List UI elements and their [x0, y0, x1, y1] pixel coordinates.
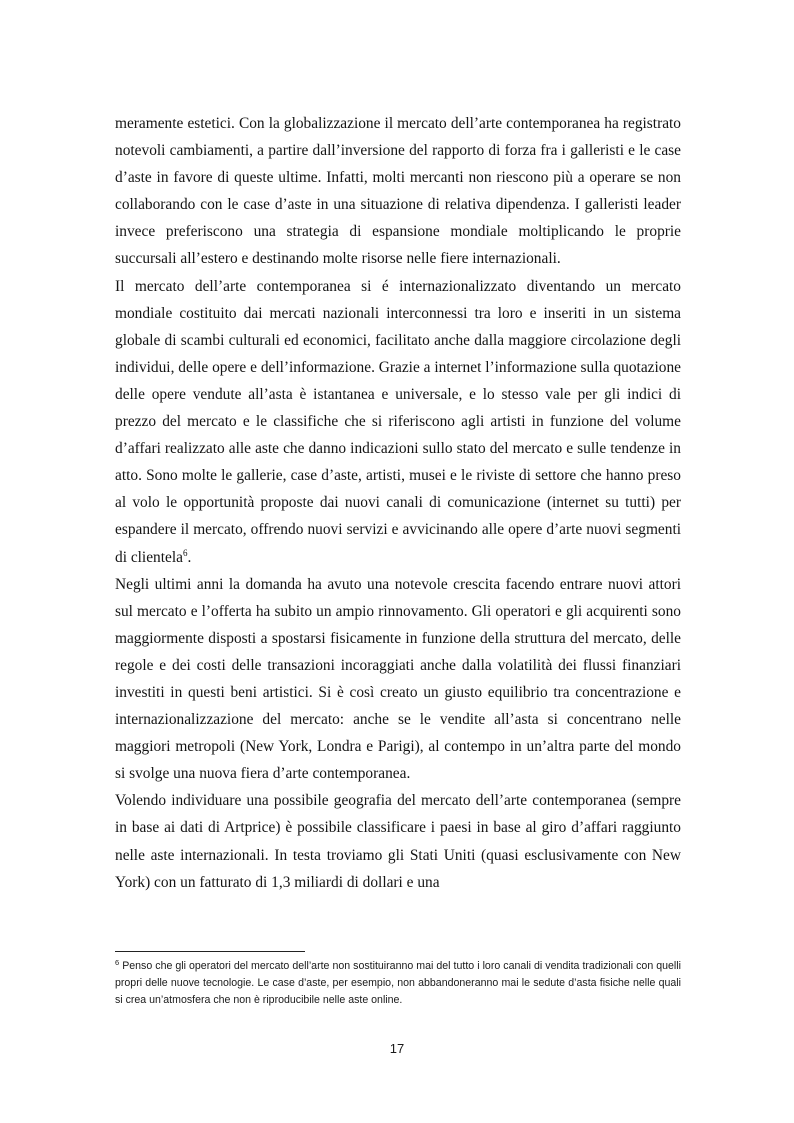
paragraph-4-text: Volendo individuare una possibile geografia del mercato dell’arte contemporanea (sempre in base ai dati di Artprice) è possibile classificare i paesi in base al giro d’affari raggiunto nelle aste internazionali. In testa troviamo gli Stati Uniti (quasi esclusivamente con New York) con un fatturato di 1,3 miliardi di dollari e una [115, 792, 681, 891]
paragraph-3 [115, 571, 681, 788]
paragraph-3-text: Negli ultimi anni la domanda ha avuto una notevole crescita facendo entrare nuovi attori sul mercato e l’offerta ha subito un ampio rinnovamento. Gli operatori e gli acquirenti sono maggiormente disposti a spostarsi fisicamente in funzione della struttura del mercato, delle regole e dei costi delle transazioni incoraggiati anche dalla volatilità dei flussi finanziari investiti in questi beni artistici. Si è così creato un giusto equilibrio tra concentrazione e internazionalizzazione del mercato: anche se le vendite all’asta si concentrano nelle maggiori metropoli (New York, Londra e Parigi), al contempo in un’altra parte del mondo si svolge una nuova fiera d’arte contemporanea. [115, 575, 681, 783]
body-text [115, 110, 681, 896]
page-number: 17 [389, 1041, 405, 1056]
footnote-text: Penso che gli operatori del mercato dell’arte non sostituiranno mai del tutto i loro canali di vendita tradizionali con quelli propri delle nuove tecnologie. Le case d’aste, per esempio, non abbandoneranno mai le sedute d’asta fisiche nelle quali si crea un’atmosfera che non è riproducibile nelle aste online. [115, 960, 681, 1006]
paragraph-1 [115, 110, 681, 273]
paragraph-2-text: Il mercato dell’arte contemporanea si é internazionalizzato diventando un mercato mondiale costituito dai mercati nazionali interconnessi tra loro e inseriti in un sistema globale di scambi culturali ed economici, facilitato anche dalla maggiore circolazione degli individui, delle opere e dell’informazione. Grazie a internet l’informazione sulla quotazione delle opere vendute all’asta è istantanea e universale, e lo stesso vale per gli indici di prezzo del mercato e le classifiche che si riferiscono agli artisti in funzione del volume d’affari realizzato alle aste che danno indicazioni sullo stato del mercato e sulle tendenze in atto. Sono molte le gallerie, case d’aste, artisti, musei e le riviste di settore che hanno preso al volo le opportunità proposte dai nuovi canali di comunicazione (internet su tutti) per espandere il mercato, offrendo nuovi servizi e avvicinando alle opere d’arte nuovi segmenti di clientela [115, 277, 681, 566]
paragraph-2-end: . [187, 548, 192, 566]
paragraph-1-text: meramente estetici. Con la globalizzazione il mercato dell’arte contemporanea ha registrato notevoli cambiamenti, a partire dall’inversione del rapporto di forza fra i galleristi e le case d’aste in favore di queste ultime. Infatti, molti mercanti non riescono più a operare se non collaborando con le case d’aste in una situazione di relativa dipendenza. I galleristi leader invece preferiscono una strategia di espansione mondiale moltiplicando le proprie succursali all’estero e destinando molte risorse nelle fiere internazionali. [115, 115, 681, 268]
paragraph-2 [115, 273, 681, 571]
footnote-number: 6 [115, 958, 120, 967]
footnote [115, 958, 681, 1008]
paragraph-4 [115, 787, 681, 895]
footnote-reference[interactable]: 6 [182, 547, 188, 558]
footnote-divider [115, 951, 305, 952]
